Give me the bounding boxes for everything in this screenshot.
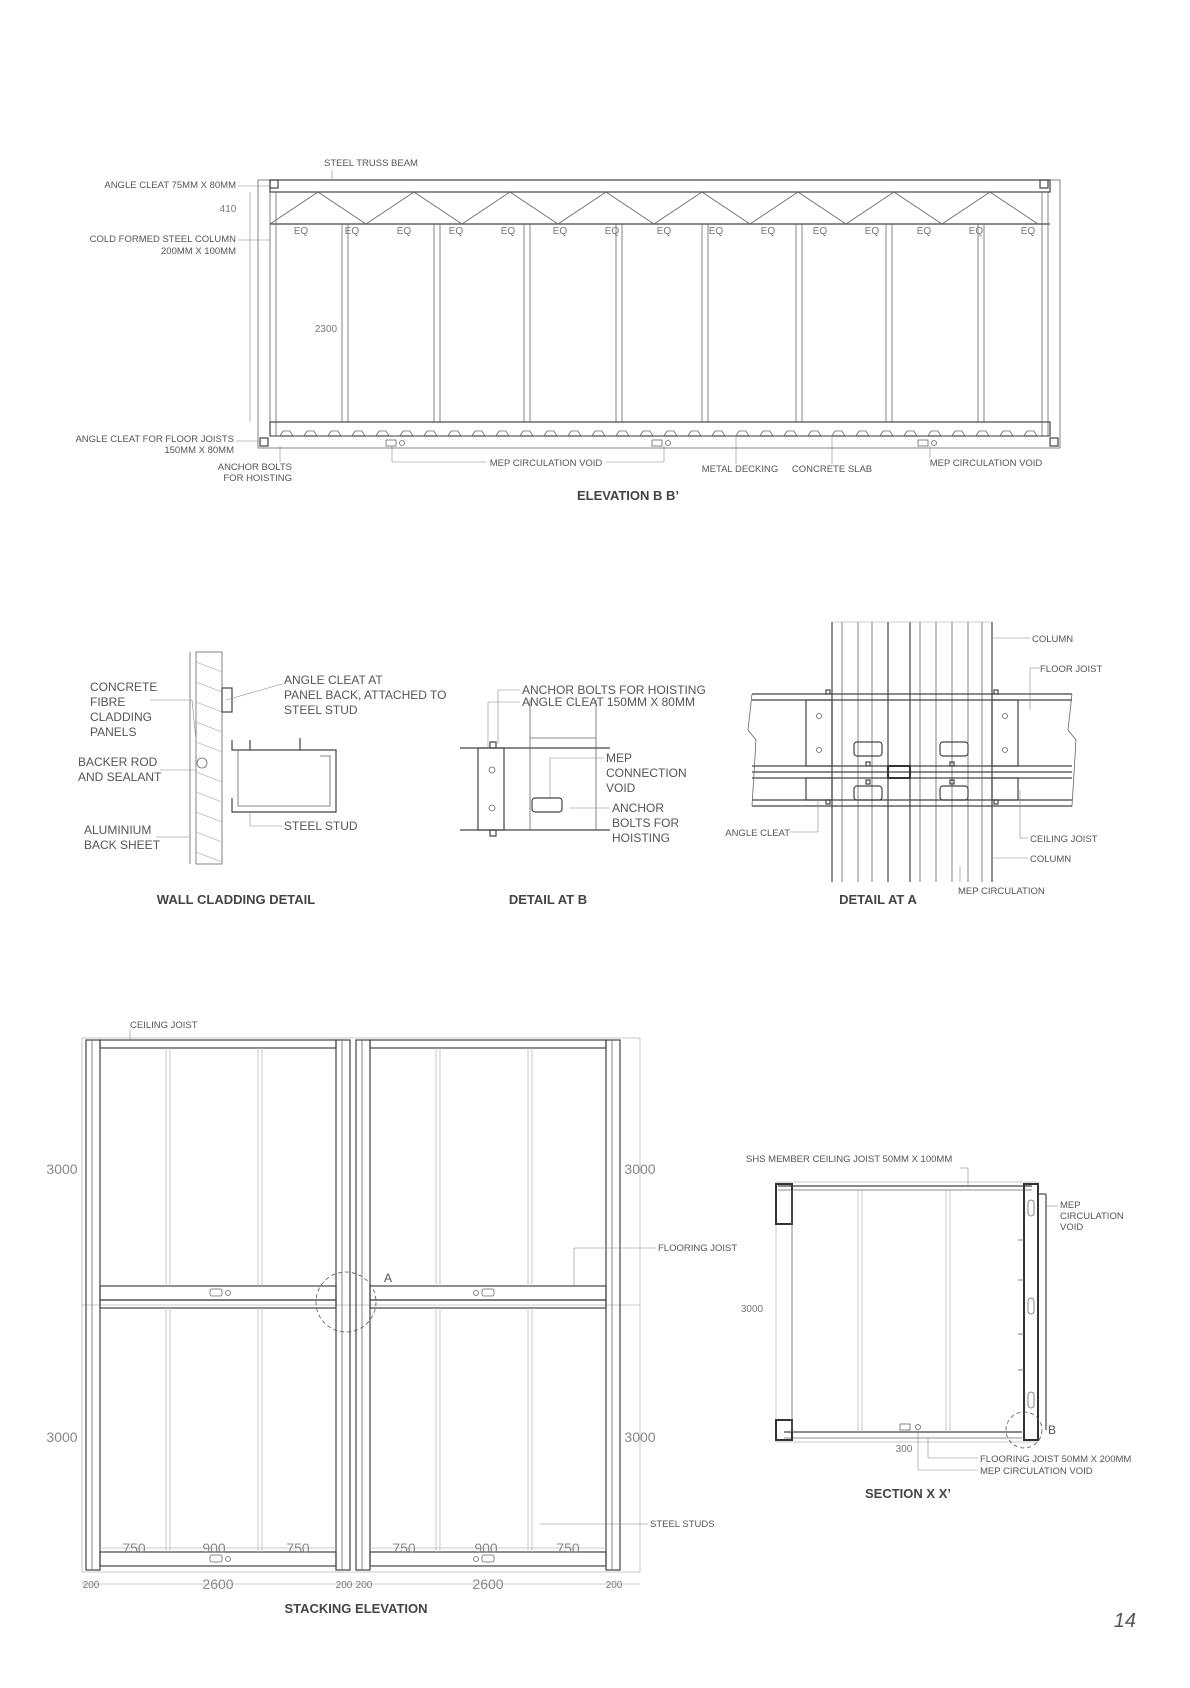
section-mep-void	[900, 1424, 910, 1430]
dim-200-3: 200	[355, 1580, 373, 1591]
svg-text:EQ: EQ	[344, 226, 360, 237]
label-a-mep: MEP CIRCULATION	[958, 886, 1045, 897]
label-b-ab-3: HOISTING	[612, 831, 671, 845]
section-studs	[858, 1190, 950, 1432]
eq-marks	[294, 226, 1036, 237]
svg-text:EQ: EQ	[604, 226, 620, 237]
truss-top-chord	[270, 180, 1050, 192]
dim-750-3: 750	[392, 1540, 416, 1556]
callout-b-label: B	[1048, 1423, 1057, 1437]
label-anchor-2: FOR HOISTING	[223, 473, 292, 484]
cleat-bottom-left	[260, 438, 268, 446]
cladding-hatch	[196, 662, 222, 862]
svg-text:EQ: EQ	[293, 226, 309, 237]
mep-void-3	[918, 440, 928, 446]
label-x-mep-1: MEP	[1060, 1200, 1081, 1211]
label-br-1: BACKER ROD	[78, 755, 158, 769]
label-al-2: BACK SHEET	[84, 838, 161, 852]
flooring-joist-right	[370, 1286, 606, 1300]
ceiling-joist-left	[100, 1040, 336, 1048]
svg-text:EQ: EQ	[916, 226, 932, 237]
detail-a	[725, 622, 1102, 907]
backer-rod	[197, 758, 207, 768]
label-ac-2: PANEL BACK, ATTACHED TO	[284, 688, 447, 702]
label-a-column-top: COLUMN	[1032, 634, 1074, 645]
label-br-2: AND SEALANT	[78, 770, 162, 784]
dim-2600-1: 2600	[202, 1576, 234, 1592]
a-break-left	[748, 694, 756, 806]
label-column-1: COLD FORMED STEEL COLUMN	[89, 234, 236, 245]
section-xx	[741, 1154, 1132, 1501]
label-ac-3: STEEL STUD	[284, 703, 358, 717]
dim-750-1: 750	[122, 1540, 146, 1556]
label-x-flooring: FLOORING JOIST 50MM X 200MM	[980, 1454, 1132, 1465]
label-mep-void: MEP CIRCULATION VOID	[489, 458, 603, 469]
floor-slab	[270, 422, 1050, 436]
mep-void-1	[386, 440, 396, 446]
label-b-mep-2: CONNECTION	[606, 766, 687, 780]
svg-text:EQ: EQ	[448, 226, 464, 237]
callout-a-circle	[316, 1272, 376, 1332]
truss-web	[270, 192, 1038, 224]
title-wall-cladding: WALL CLADDING DETAIL	[156, 892, 316, 907]
cleat-bottom-right	[1050, 438, 1058, 446]
svg-text:EQ: EQ	[968, 226, 984, 237]
dim-3000-right-bottom: 3000	[624, 1429, 656, 1445]
ceiling-joist-right	[370, 1040, 606, 1048]
label-concrete-slab: CONCRETE SLAB	[791, 464, 873, 475]
stack-mep-voids	[210, 1289, 494, 1562]
label-x-mep-3: VOID	[1060, 1222, 1084, 1233]
a-cleat-right-top	[992, 700, 1018, 766]
steel-stud-section	[232, 740, 336, 812]
svg-text:EQ: EQ	[1020, 226, 1036, 237]
metal-decking	[270, 431, 1050, 436]
steel-stud-inner	[238, 750, 330, 806]
svg-text:EQ: EQ	[396, 226, 412, 237]
cleat-top-left	[270, 180, 278, 188]
label-mep-void-right: MEP CIRCULATION VOID	[929, 458, 1043, 469]
dim-200-2: 200	[335, 1580, 353, 1591]
elevation-leaders	[236, 170, 930, 464]
dim-x-small: 300	[895, 1444, 913, 1455]
stacking-elevation	[46, 1020, 737, 1616]
title-detail-a: DETAIL AT A	[839, 892, 917, 907]
section-extents	[776, 1182, 1038, 1442]
label-a-ceiling-joist: CEILING JOIST	[1030, 834, 1098, 845]
label-angle-cleat-top: ANGLE CLEAT 75MM X 80MM	[104, 180, 236, 191]
callout-a-label: A	[384, 1271, 393, 1285]
label-shs: SHS MEMBER CEILING JOIST 50MM X 100MM	[746, 1154, 953, 1165]
page-number: 14	[1113, 1610, 1136, 1632]
label-flooring-joist: FLOORING JOIST	[658, 1243, 738, 1254]
label-cf-1: CONCRETE	[90, 680, 158, 694]
svg-text:EQ: EQ	[656, 226, 672, 237]
title-stacking-elevation: STACKING ELEVATION	[284, 1601, 428, 1616]
label-al-1: ALUMINIUM	[84, 823, 152, 837]
label-column-2: 200MM X 100MM	[161, 246, 236, 257]
svg-text:EQ: EQ	[552, 226, 568, 237]
label-x-mep-2: CIRCULATION	[1060, 1211, 1124, 1222]
svg-text:EQ: EQ	[500, 226, 516, 237]
b-mep-void	[532, 798, 562, 812]
svg-text:EQ: EQ	[760, 226, 776, 237]
label-b-mep-1: MEP	[606, 751, 633, 765]
a-leaders	[790, 638, 1040, 882]
dim-200-4: 200	[605, 1580, 623, 1591]
label-cf-2: FIBRE	[90, 695, 126, 709]
label-b-ab-2: BOLTS FOR	[612, 816, 680, 830]
label-steel-studs: STEEL STUDS	[650, 1519, 715, 1530]
cleat-top-right	[1040, 180, 1048, 188]
wall-cladding-detail	[78, 652, 447, 907]
dim-x-3000: 3000	[740, 1304, 764, 1315]
label-metal-decking: METAL DECKING	[701, 464, 779, 475]
title-section-xx: SECTION X X’	[865, 1486, 951, 1501]
label-a-column-bottom: COLUMN	[1030, 854, 1072, 865]
label-anchor-1: ANCHOR BOLTS	[217, 462, 292, 473]
a-mep-2	[940, 742, 968, 756]
stack-leaders	[130, 1030, 656, 1524]
dim-900-2: 900	[474, 1540, 498, 1556]
label-a-floor-joist: FLOOR JOIST	[1040, 664, 1103, 675]
label-b-anchor: ANCHOR BOLTS FOR HOISTING	[522, 683, 706, 697]
svg-text:EQ: EQ	[864, 226, 880, 237]
dim-750-2: 750	[286, 1540, 310, 1556]
label-a-angle-cleat: ANGLE CLEAT	[725, 828, 790, 839]
dim-2600-2: 2600	[472, 1576, 504, 1592]
dim-3000-left-bottom: 3000	[46, 1429, 78, 1445]
a-cleat-left-top	[806, 700, 832, 766]
title-detail-b: DETAIL AT B	[508, 892, 588, 907]
section-mep-slots	[1018, 1200, 1034, 1408]
a-break-right	[1068, 694, 1076, 806]
label-ceiling-joist: CEILING JOIST	[130, 1020, 198, 1031]
label-cf-3: CLADDING	[90, 710, 153, 724]
a-cleat-right-bottom	[992, 778, 1018, 800]
dim-height: 2300	[314, 324, 338, 335]
label-ac-1: ANGLE CLEAT AT	[284, 673, 383, 687]
svg-text:EQ: EQ	[812, 226, 828, 237]
a-bolts	[826, 690, 998, 804]
cladding-leaders	[150, 684, 282, 837]
label-cf-4: PANELS	[90, 725, 137, 739]
dim-750-4: 750	[556, 1540, 580, 1556]
dim-900-1: 900	[202, 1540, 226, 1556]
label-b-cleat: ANGLE CLEAT 150MM X 80MM	[522, 695, 695, 709]
elevation-bb	[75, 158, 1060, 503]
label-stud: STEEL STUD	[284, 819, 358, 833]
a-cleat-left-bottom	[806, 778, 832, 800]
svg-text:EQ: EQ	[708, 226, 724, 237]
label-x-mep-void: MEP CIRCULATION VOID	[980, 1466, 1093, 1477]
section-left-bottom-column	[776, 1420, 792, 1440]
label-b-ab-1: ANCHOR	[612, 801, 665, 815]
dim-top: 410	[219, 204, 237, 215]
dim-3000-left-top: 3000	[46, 1161, 78, 1177]
label-b-mep-3: VOID	[606, 781, 636, 795]
mep-void-2	[652, 440, 662, 446]
label-floor-cleat-1: ANGLE CLEAT FOR FLOOR JOISTS	[75, 434, 234, 445]
section-right-column	[1024, 1184, 1038, 1440]
title-elevation-bb: ELEVATION B B’	[576, 488, 680, 503]
a-joists	[752, 694, 1072, 806]
b-angle-cleat	[478, 748, 504, 830]
dim-200-1: 200	[82, 1580, 100, 1591]
dim-3000-right-top: 3000	[624, 1161, 656, 1177]
a-column-inner	[842, 622, 982, 882]
label-floor-cleat-2: 150MM X 80MM	[164, 445, 234, 456]
detail-b	[460, 683, 706, 907]
label-steel-truss-beam: STEEL TRUSS BEAM	[324, 158, 418, 169]
flooring-joist-left	[100, 1286, 336, 1300]
